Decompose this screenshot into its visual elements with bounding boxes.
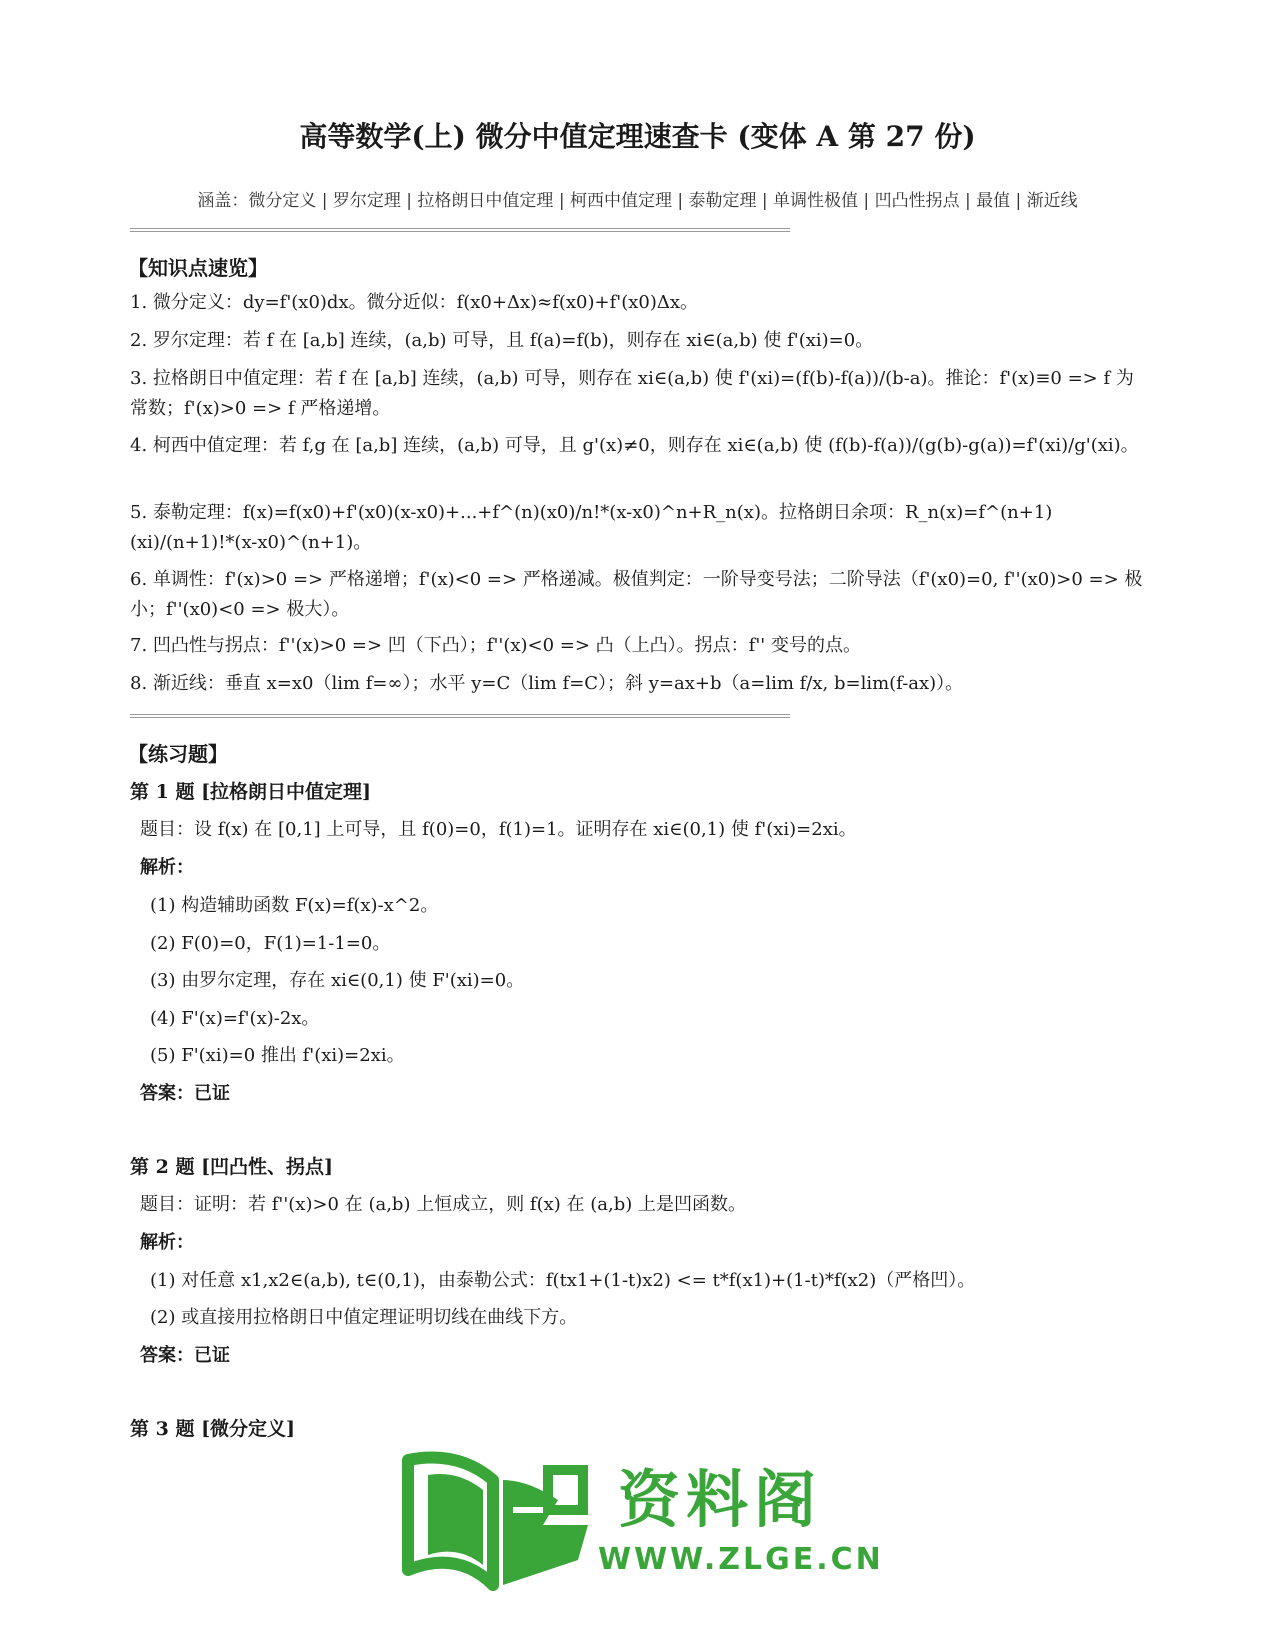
watermark-brand: 资料阁 [618,1463,823,1536]
answer-text: 答案：已证 [140,1345,230,1366]
solution-step: (4) F'(x)=f'(x)-2x。 [150,1008,320,1029]
watermark-url: WWW.ZLGE.CN [598,1542,884,1577]
solution-step: (1) 对任意 x1,x2∈(a,b), t∈(0,1)，由泰勒公式：f(tx1+(1-t)x2) <= t*f(x1)+(1-t)*f(x2)（严格凹）。 [150,1270,976,1291]
divider [130,712,790,720]
knowledge-item: 4. 柯西中值定理：若 f,g 在 [a,b] 连续，(a,b) 可导，且 g'(x)≠0，则存在 xi∈(a,b) 使 (f(b)-f(a))/(g(b)-g(a))=f'(xi)/g'(xi)。 [130,435,1139,456]
solution-label: 解析： [140,1232,194,1253]
knowledge-item: 7. 凹凸性与拐点：f''(x)>0 => 凹（下凸）；f''(x)<0 => 凸（上凸）。拐点：f'' 变号的点。 [130,635,861,656]
solution-step: (3) 由罗尔定理，存在 xi∈(0,1) 使 F'(xi)=0。 [150,970,525,991]
knowledge-item: 8. 渐近线：垂直 x=x0（lim f=∞）；水平 y=C（lim f=C）；斜 y=ax+b（a=lim f/x, b=lim(f-ax)）。 [130,673,964,694]
section-heading-knowledge: 【知识点速览】 [128,256,268,280]
knowledge-item: 6. 单调性：f'(x)>0 => 严格递增；f'(x)<0 => 严格递减。极值判定：一阶导变号法；二阶导法（f'(x0)=0, f''(x0)>0 => 极小；f''(x0)<0 => 极大）。 [130,569,1143,620]
question-title: 第 3 题 [微分定义] [130,1418,296,1440]
knowledge-item: 5. 泰勒定理：f(x)=f(x0)+f'(x0)(x-x0)+...+f^(n)(x0)/n!*(x-x0)^n+R_n(x)。拉格朗日余项：R_n(x)=f^(n+1)(xi)/(n+1)!*(x-x0)^(n+1)。 [130,502,1053,553]
book-icon [398,1450,598,1600]
section-heading-practice: 【练习题】 [128,742,228,766]
knowledge-item: 3. 拉格朗日中值定理：若 f 在 [a,b] 连续，(a,b) 可导，则存在 xi∈(a,b) 使 f'(xi)=(f(b)-f(a))/(b-a)。推论：f'(x)≡0 => f 为常数；f'(x)>0 => f 严格递增。 [130,368,1134,419]
knowledge-item: 2. 罗尔定理：若 f 在 [a,b] 连续，(a,b) 可导，且 f(a)=f(b)，则存在 xi∈(a,b) 使 f'(xi)=0。 [130,330,874,351]
question-body: 题目：证明：若 f''(x)>0 在 (a,b) 上恒成立，则 f(x) 在 (a,b) 上是凹函数。 [140,1194,746,1215]
question-body: 题目：设 f(x) 在 [0,1] 上可导，且 f(0)=0，f(1)=1。证明存在 xi∈(0,1) 使 f'(xi)=2xi。 [140,819,857,840]
solution-step: (5) F'(xi)=0 推出 f'(xi)=2xi。 [150,1045,405,1066]
page-subtitle: 涵盖：微分定义 | 罗尔定理 | 拉格朗日中值定理 | 柯西中值定理 | 泰勒定理 | 单调性极值 | 凹凸性拐点 | 最值 | 渐近线 [197,191,1078,211]
question-title: 第 2 题 [凹凸性、拐点] [130,1156,334,1178]
solution-step: (2) 或直接用拉格朗日中值定理证明切线在曲线下方。 [150,1307,578,1328]
watermark-logo [398,1450,884,1600]
solution-label: 解析： [140,857,194,878]
divider [130,226,790,234]
solution-step: (1) 构造辅助函数 F(x)=f(x)-x^2。 [150,895,439,916]
knowledge-item: 1. 微分定义：dy=f'(x0)dx。微分近似：f(x0+Δx)≈f(x0)+f'(x0)Δx。 [130,292,699,313]
page-title: 高等数学(上) 微分中值定理速查卡 (变体 A 第 27 份) [299,120,976,153]
solution-step: (2) F(0)=0，F(1)=1-1=0。 [150,933,391,954]
question-title: 第 1 题 [拉格朗日中值定理] [130,781,372,803]
answer-text: 答案：已证 [140,1083,230,1104]
